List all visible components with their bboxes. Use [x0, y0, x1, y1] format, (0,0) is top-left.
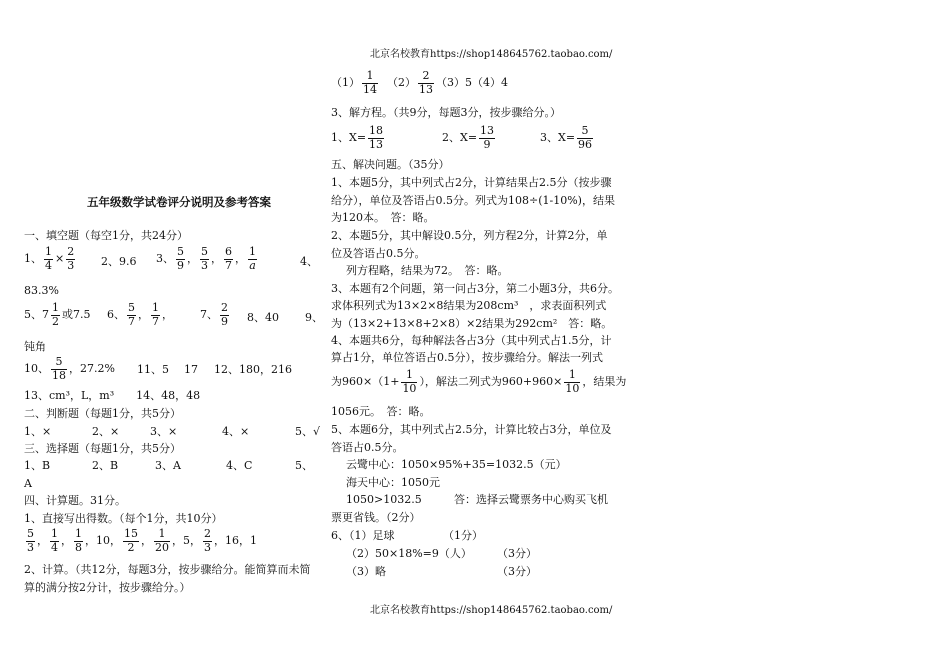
choice-answer-1: 1、B [24, 459, 51, 472]
section-calc: 四、计算题。31分。 [24, 494, 126, 507]
choice-answer-5-value: A [24, 477, 32, 490]
fill-answer-4: 4、 [300, 255, 318, 268]
problem-4-line4: 1056元。 答：略。 [331, 405, 431, 418]
judge-answer-3: 3、× [150, 425, 178, 438]
fill-answer-3: 3、 $\frac{5}{9}$ ， $\frac{5}{3}$ ， $\frac{6}{7}$ ， $\frac{1}{a}$ [156, 245, 256, 272]
problem-6-line1: 6、（1）足球 [331, 529, 395, 542]
judge-answer-2: 2、× [92, 425, 120, 438]
fill-answer-4-value: 83.3% [24, 284, 59, 297]
problem-5-line2: 答语占0.5分。 [331, 441, 404, 454]
problem-6-score1: （1分） [443, 529, 483, 542]
calc-compute-line1: 2、计算。（共12分，每题3分，按步骤给分。能简算而未简 [24, 563, 311, 576]
choice-answer-4: 4、C [226, 459, 253, 472]
judge-answer-1: 1、× [24, 425, 52, 438]
problem-3-line1: 3、本题有2个问题，第一问占3分，第二小题3分，共6分。 [331, 282, 619, 295]
fill-answer-6: 6、 $\frac{5}{7}$ ， $\frac{1}{7}$ ， [107, 301, 173, 328]
problem-3-line2: 求体积列式为13×2×8结果为208cm³ ，求表面积列式 [331, 299, 607, 312]
problem-6-line2: （2）50×18%=9（人） [346, 547, 472, 560]
problem-2-line2: 位及答语占0.5分。 [331, 247, 426, 260]
fill-row-1: 1、 $\frac{1}{4}$ × $\frac{2}{3}$ [24, 245, 75, 272]
fill-answer-7: 7、 $\frac{2}{9}$ [200, 301, 228, 328]
problem-6-score2: （3分） [497, 547, 537, 560]
fill-answer-8: 8、40 [247, 311, 279, 324]
problem-1-line3: 为120本。 答：略。 [331, 211, 435, 224]
calc-results-row: （1） $\frac{1}{14}$ （2） $\frac{2}{13}$ （3）5（4）4 [331, 69, 508, 96]
page-header: 北京名校教育https://shop148645762.taobao.com/ [370, 49, 613, 60]
page-footer: 北京名校教育https://shop148645762.taobao.com/ [370, 605, 613, 616]
problem-6-score3: （3分） [497, 565, 537, 578]
problem-1-line2: 给分），单位及答语占0.5分。列式为108÷(1-10%)，结果 [331, 194, 615, 207]
equation-answer-1: 1、X= $\frac{18}{13}$ [331, 124, 384, 151]
calc-compute-line2: 算的满分按2分计，按步骤给分。） [24, 581, 191, 594]
judge-answer-5: 5、√ [295, 425, 321, 438]
problem-5-line1: 5、本题6分，其中列式占2.5分，计算比较占3分，单位及 [331, 423, 612, 436]
problem-6-line3: （3）略 [346, 565, 386, 578]
problem-4-line2: 算占1分，单位答语占0.5分），按步骤给分。解法一列式 [331, 351, 603, 364]
fill-row-5: 5、7 $\frac{1}{2}$ 或7.5 [24, 301, 91, 328]
page-title: 五年级数学试卷评分说明及参考答案 [87, 195, 271, 209]
problem-5-line6: 票更省钱。（2分） [331, 511, 421, 524]
choice-answer-2: 2、B [92, 459, 119, 472]
section-equations: 3、解方程。（共9分，每题3分，按步骤给分。） [331, 106, 561, 119]
problem-4-line3: 为960×（1+ $\frac{1}{10}$ ），解法二列式为960+960× $\frac{1}{10}$ ，结果为 [331, 368, 627, 395]
fill-row-13: 13、cm³，L，m³ 14、48，48 [24, 389, 201, 402]
problem-5-line5: 1050>1032.5 [346, 493, 422, 506]
fill-answer-12: 12、180，216 [214, 363, 292, 376]
problem-5-line4: 海天中心：1050元 [346, 476, 440, 489]
problem-5-answer: 答：选择云鹭票务中心购买飞机 [454, 493, 608, 506]
problem-4-line1: 4、本题共6分，每种解法各占3分（其中列式占1.5分，计 [331, 334, 612, 347]
section-fill-blank: 一、填空题（每空1分，共24分） [24, 229, 188, 242]
fill-answer-2: 2、9.6 [101, 255, 137, 268]
equation-answer-2: 2、X= $\frac{13}{9}$ [442, 124, 495, 151]
calc-direct-heading: 1、直接写出得数。（每个1分，共10分） [24, 512, 223, 525]
fill-answer-11b: 17 [184, 363, 198, 376]
problem-2-line3: 列方程略，结果为72。 答：略。 [346, 264, 509, 277]
section-choice: 三、选择题（每题1分，共5分） [24, 442, 181, 455]
problem-1-line1: 1、本题5分，其中列式占2分，计算结果占2.5分（按步骤 [331, 176, 612, 189]
fill-answer-11: 11、5 [137, 363, 169, 376]
choice-answer-5: 5、 [295, 459, 313, 472]
calc-direct-answers: $\frac{5}{3}$ ， $\frac{1}{4}$ ， $\frac{1}{8}$ ，10， $\frac{15}{2}$ ， $\frac{1}{20}$ ，5， $\frac{2}{3}$ ，16，1 [27, 527, 257, 554]
fill-row-10: 10、 $\frac{5}{18}$ ，27.2% [24, 355, 115, 382]
fill-answer-9: 9、 [305, 311, 323, 324]
judge-answer-4: 4、× [222, 425, 250, 438]
problem-5-line3: 云鹭中心：1050×95%+35=1032.5（元） [346, 458, 567, 471]
problem-3-line3: 为（13×2+13×8+2×8）×2结果为292cm² 答：略。 [331, 317, 613, 330]
problem-2-line1: 2、本题5分，其中解设0.5分，列方程2分，计算2分，单 [331, 229, 608, 242]
fill-answer-9-value: 钝角 [24, 340, 46, 353]
choice-answer-3: 3、A [155, 459, 181, 472]
section-judge: 二、判断题（每题1分，共5分） [24, 407, 181, 420]
equation-answer-3: 3、X= $\frac{5}{96}$ [540, 124, 593, 151]
section-problems: 五、解决问题。（35分） [331, 158, 450, 171]
